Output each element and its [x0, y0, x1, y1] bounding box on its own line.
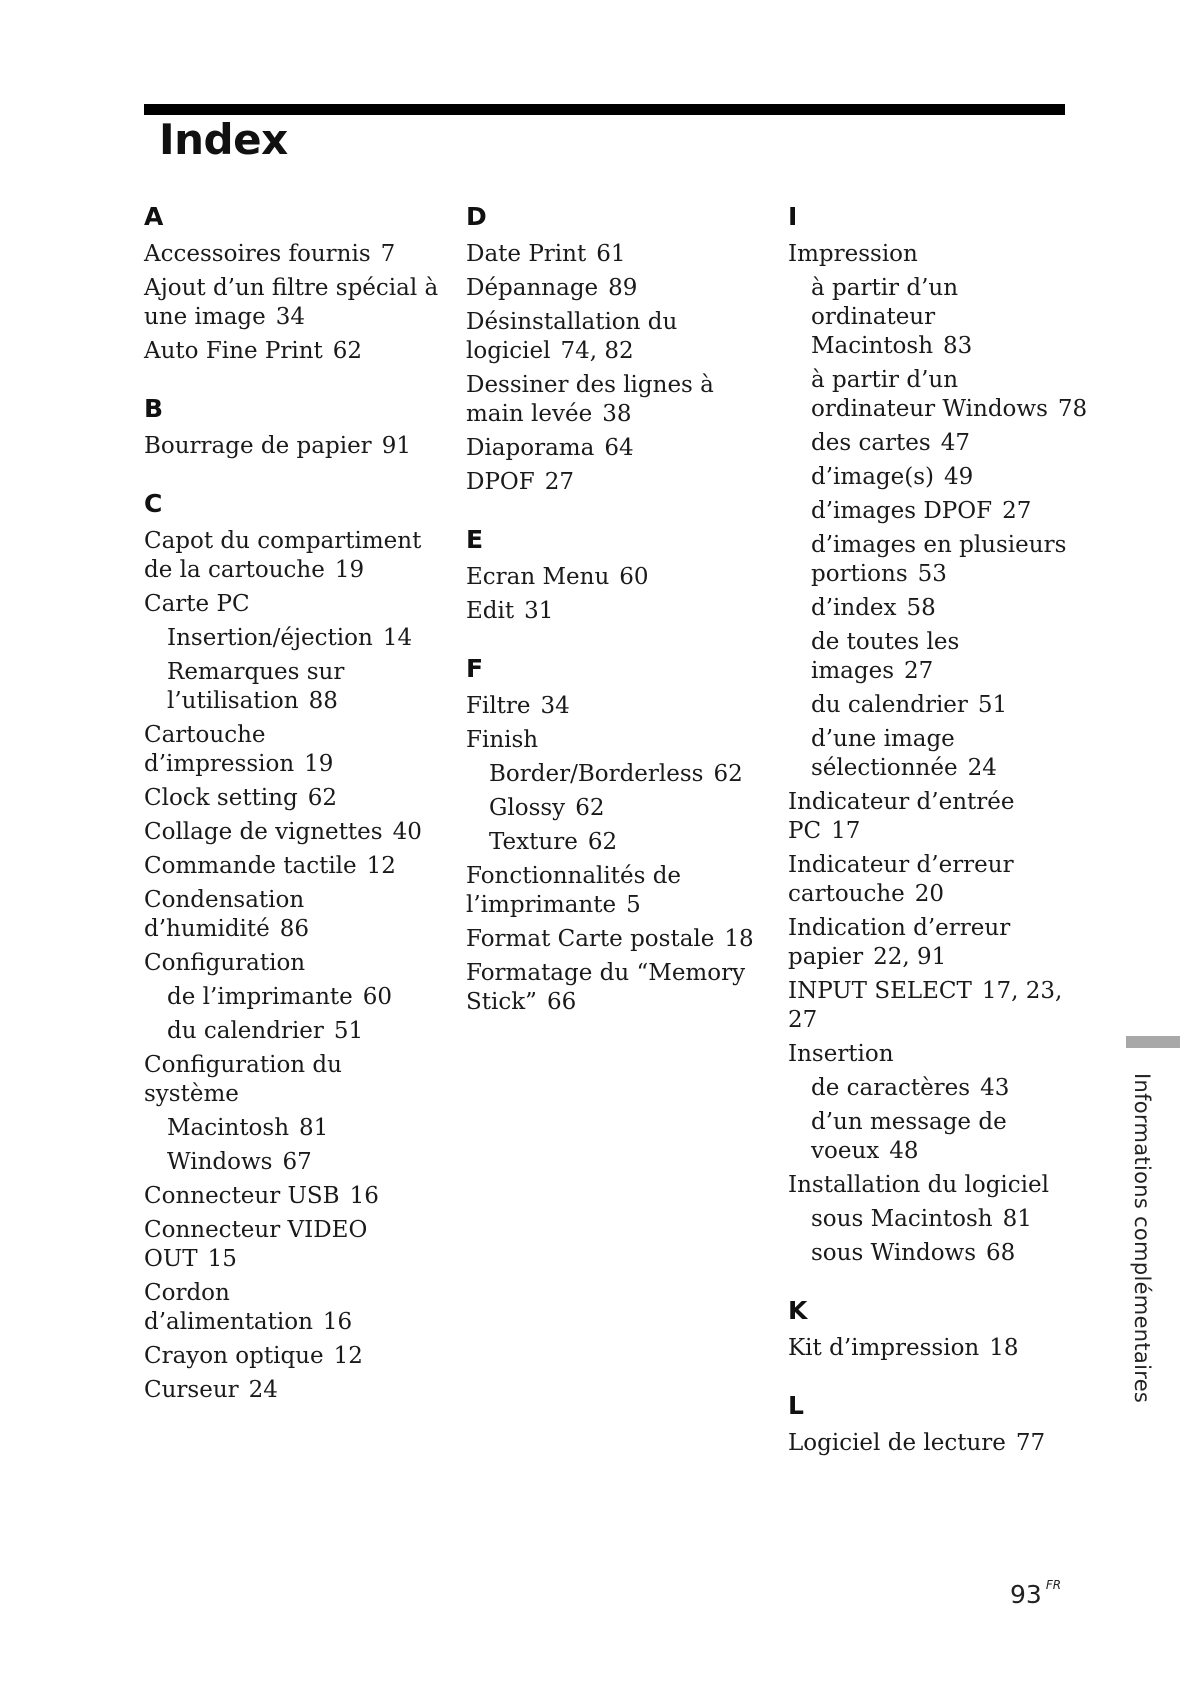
entry-text: Filtre: [466, 693, 531, 719]
entry-text: Désinstallation du logiciel: [466, 309, 678, 364]
entry-page-ref: 62: [332, 338, 363, 364]
entry-text: Dessiner des lignes à main levée: [466, 372, 714, 427]
index-entry: [144, 432, 444, 461]
entry-page-ref: 17, 23, 27: [788, 978, 1063, 1033]
index-entry: [144, 590, 444, 619]
entry-text: Accessoires fournis: [144, 241, 371, 267]
entry-text: de l’imprimante: [167, 984, 353, 1010]
entry-text: Indication d’erreur papier: [788, 915, 1011, 970]
entry-text: Format Carte postale: [466, 926, 715, 952]
entry-text: Condensation d’humidité: [144, 887, 305, 942]
entry-page-ref: 40: [392, 819, 422, 845]
entry-text: Crayon optique: [144, 1343, 324, 1369]
entry-page-ref: 34: [275, 304, 306, 330]
index-subentry: [788, 725, 1088, 783]
entry-text: d’image(s): [811, 464, 934, 490]
entry-page-ref: 27: [904, 658, 934, 684]
index-entry: [788, 914, 1088, 972]
index-entry: [144, 240, 444, 269]
index-letter-heading: K: [788, 1296, 808, 1325]
index-entry: [466, 434, 766, 463]
entry-text: Auto Fine Print: [144, 338, 323, 364]
index-entry: [144, 337, 444, 366]
entry-page-ref: 86: [279, 916, 310, 942]
index-letter-heading: E: [466, 525, 484, 554]
index-entry: [144, 949, 444, 978]
index-subentry: [466, 828, 766, 857]
index-entry: [144, 852, 444, 881]
entry-page-ref: 12: [333, 1343, 363, 1369]
entry-text: Configuration: [144, 950, 306, 976]
index-column-3: [788, 200, 1088, 1463]
index-subentry: [144, 624, 444, 653]
entry-text: Diaporama: [466, 435, 595, 461]
entry-page-ref: 18: [724, 926, 754, 952]
index-entry: [788, 1171, 1088, 1200]
entry-text: Collage de vignettes: [144, 819, 383, 845]
index-subentry: [788, 497, 1088, 526]
entry-page-ref: 38: [602, 401, 632, 427]
entry-page-ref: 20: [914, 881, 945, 907]
index-entry: [144, 886, 444, 944]
entry-text: Impression: [788, 241, 918, 267]
entry-text: Logiciel de lecture: [788, 1430, 1006, 1456]
entry-page-ref: 14: [382, 625, 413, 651]
index-letter-heading: D: [466, 202, 487, 231]
index-subentry: [788, 1108, 1088, 1166]
index-entry: [466, 240, 766, 269]
index-entry: [466, 274, 766, 303]
entry-page-ref: 60: [362, 984, 393, 1010]
entry-page-ref: 53: [917, 561, 947, 587]
entry-page-ref: 77: [1015, 1430, 1046, 1456]
index-entry: [144, 527, 444, 585]
index-entry: [144, 1376, 444, 1405]
entry-page-ref: 43: [980, 1075, 1010, 1101]
entry-text: Texture: [489, 829, 578, 855]
index-subentry: [788, 366, 1088, 424]
entry-text: de toutes les images: [811, 629, 960, 684]
entry-text: Capot du compartiment de la cartouche: [144, 528, 422, 583]
index-entry: [466, 563, 766, 592]
index-entry: [144, 1051, 444, 1109]
entry-text: de caractères: [811, 1075, 971, 1101]
index-letter-heading: I: [788, 202, 798, 231]
entry-page-ref: 62: [587, 829, 618, 855]
index-entry: [466, 726, 766, 755]
section-tab-label: Informations complémentaires: [1130, 1073, 1154, 1404]
entry-text: Dépannage: [466, 275, 599, 301]
entry-text: d’un message de voeux: [811, 1109, 1007, 1164]
entry-text: du calendrier: [811, 692, 968, 718]
index-subentry: [788, 628, 1088, 686]
entry-page-ref: 83: [943, 333, 973, 359]
entry-page-ref: 78: [1057, 396, 1088, 422]
entry-text: Commande tactile: [144, 853, 357, 879]
entry-text: Macintosh: [167, 1115, 290, 1141]
entry-text: Ecran Menu: [466, 564, 610, 590]
entry-text: Connecteur VIDEO OUT: [144, 1217, 368, 1272]
index-entry: [788, 1429, 1088, 1458]
entry-page-ref: 91: [381, 433, 411, 459]
entry-page-ref: 49: [944, 464, 974, 490]
entry-page-ref: 60: [619, 564, 649, 590]
entry-text: DPOF: [466, 469, 535, 495]
entry-page-ref: 31: [524, 598, 554, 624]
entry-page-ref: 15: [207, 1246, 237, 1272]
entry-text: à partir d’un ordinateur Macintosh: [811, 275, 959, 359]
entry-page-ref: 12: [366, 853, 396, 879]
entry-page-ref: 58: [906, 595, 936, 621]
entry-text: Installation du logiciel: [788, 1172, 1049, 1198]
index-letter-heading: A: [144, 202, 164, 231]
index-subentry: [788, 1205, 1088, 1234]
top-rule: [144, 104, 1065, 115]
entry-page-ref: 67: [282, 1149, 312, 1175]
index-entry: [466, 468, 766, 497]
index-entry: [466, 925, 766, 954]
entry-text: Formatage du “Memory Stick”: [466, 960, 746, 1015]
entry-text: Finish: [466, 727, 539, 753]
entry-text: Cordon d’alimentation: [144, 1280, 313, 1335]
entry-page-ref: 16: [349, 1183, 379, 1209]
index-subentry: [466, 794, 766, 823]
entry-text: INPUT SELECT: [788, 978, 972, 1004]
index-subentry: [466, 760, 766, 789]
entry-page-ref: 19: [334, 557, 365, 583]
entry-page-ref: 81: [299, 1115, 329, 1141]
entry-page-ref: 17: [831, 818, 861, 844]
entry-page-ref: 19: [304, 751, 334, 777]
index-letter-heading: C: [144, 489, 163, 518]
entry-page-ref: 74, 82: [560, 338, 634, 364]
page-title: Index: [159, 115, 288, 164]
entry-text: du calendrier: [167, 1018, 324, 1044]
entry-text: Connecteur USB: [144, 1183, 340, 1209]
entry-page-ref: 7: [380, 241, 396, 267]
entry-text: sous Windows: [811, 1240, 977, 1266]
entry-text: des cartes: [811, 430, 931, 456]
entry-text: d’une image sélectionnée: [811, 726, 958, 781]
index-entry: [466, 371, 766, 429]
entry-text: Border/Borderless: [489, 761, 704, 787]
index-entry: [788, 1334, 1088, 1363]
index-subentry: [788, 531, 1088, 589]
entry-text: Kit d’impression: [788, 1335, 980, 1361]
entry-page-ref: 62: [713, 761, 743, 787]
index-entry: [788, 1040, 1088, 1069]
index-entry: [788, 788, 1088, 846]
index-entry: [466, 959, 766, 1017]
entry-page-ref: 27: [544, 469, 575, 495]
index-subentry: [144, 983, 444, 1012]
entry-page-ref: 61: [596, 241, 626, 267]
entry-page-ref: 51: [977, 692, 1008, 718]
index-entry: [144, 1342, 444, 1371]
index-subentry: [144, 1017, 444, 1046]
entry-text: Bourrage de papier: [144, 433, 372, 459]
entry-text: Edit: [466, 598, 515, 624]
entry-text: Glossy: [489, 795, 566, 821]
index-subentry: [788, 463, 1088, 492]
page-language: FR: [1045, 1578, 1062, 1592]
entry-text: à partir d’un ordinateur Windows: [811, 367, 1048, 422]
entry-text: Insertion: [788, 1041, 894, 1067]
entry-page-ref: 24: [248, 1377, 278, 1403]
entry-text: d’index: [811, 595, 897, 621]
page-number-value: 93: [1010, 1580, 1042, 1609]
index-entry: [788, 851, 1088, 909]
entry-text: Carte PC: [144, 591, 250, 617]
entry-text: Curseur: [144, 1377, 239, 1403]
index-entry: [144, 721, 444, 779]
index-subentry: [788, 429, 1088, 458]
index-subentry: [788, 691, 1088, 720]
entry-page-ref: 47: [940, 430, 970, 456]
entry-text: Insertion/éjection: [167, 625, 373, 651]
index-entry: [788, 977, 1088, 1035]
entry-text: sous Macintosh: [811, 1206, 993, 1232]
entry-text: Windows: [167, 1149, 273, 1175]
index-entry: [788, 240, 1088, 269]
entry-text: Indicateur d’entrée PC: [788, 789, 1015, 844]
entry-page-ref: 66: [546, 989, 577, 1015]
entry-page-ref: 89: [608, 275, 638, 301]
entry-page-ref: 51: [333, 1018, 364, 1044]
index-subentry: [144, 658, 444, 716]
section-tab-marker: [1126, 1036, 1180, 1048]
entry-page-ref: 27: [1002, 498, 1032, 524]
entry-text: Cartouche d’impression: [144, 722, 295, 777]
index-letter-heading: B: [144, 394, 164, 423]
index-column-1: [144, 200, 444, 1410]
entry-text: Remarques sur l’utilisation: [167, 659, 345, 714]
entry-text: Fonctionnalités de l’imprimante: [466, 863, 682, 918]
entry-page-ref: 88: [308, 688, 338, 714]
index-subentry: [788, 594, 1088, 623]
index-entry: [466, 308, 766, 366]
index-entry: [144, 784, 444, 813]
index-subentry: [144, 1114, 444, 1143]
entry-text: Date Print: [466, 241, 587, 267]
entry-page-ref: 18: [989, 1335, 1019, 1361]
entry-page-ref: 64: [604, 435, 634, 461]
page-number: [1010, 1578, 1061, 1609]
entry-text: d’images DPOF: [811, 498, 993, 524]
index-letter-heading: F: [466, 654, 484, 683]
entry-page-ref: 62: [575, 795, 605, 821]
entry-page-ref: 5: [626, 892, 641, 918]
index-subentry: [788, 274, 1088, 361]
index-subentry: [144, 1148, 444, 1177]
entry-page-ref: 34: [540, 693, 570, 719]
entry-page-ref: 16: [322, 1309, 353, 1335]
index-entry: [466, 862, 766, 920]
index-subentry: [788, 1074, 1088, 1103]
entry-text: d’images en plusieurs portions: [811, 532, 1067, 587]
entry-page-ref: 24: [967, 755, 997, 781]
entry-page-ref: 68: [986, 1240, 1016, 1266]
index-entry: [144, 1279, 444, 1337]
index-entry: [466, 597, 766, 626]
entry-text: Configuration du système: [144, 1052, 342, 1107]
entry-page-ref: 62: [307, 785, 338, 811]
entry-page-ref: 48: [889, 1138, 919, 1164]
index-letter-heading: L: [788, 1391, 804, 1420]
entry-text: Clock setting: [144, 785, 298, 811]
index-entry: [144, 1182, 444, 1211]
index-column-2: [466, 200, 766, 1022]
entry-text: Ajout d’un filtre spécial à une image: [144, 275, 439, 330]
index-entry: [144, 274, 444, 332]
entry-text: Indicateur d’erreur cartouche: [788, 852, 1014, 907]
index-entry: [144, 1216, 444, 1274]
index-entry: [466, 692, 766, 721]
index-entry: [144, 818, 444, 847]
entry-page-ref: 22, 91: [873, 944, 947, 970]
entry-page-ref: 81: [1002, 1206, 1032, 1232]
index-subentry: [788, 1239, 1088, 1268]
